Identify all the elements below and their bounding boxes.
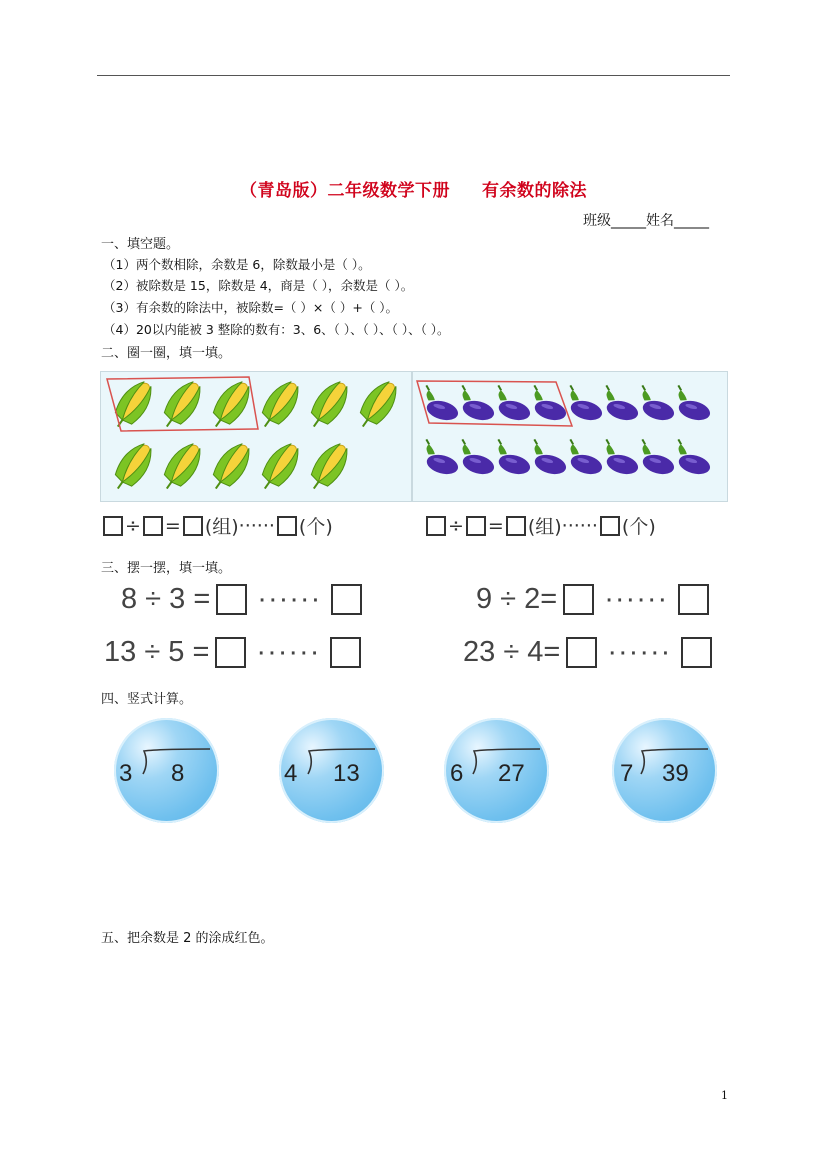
equation-text: 9 ÷ 2= xyxy=(476,583,558,615)
corn-icon xyxy=(303,377,354,434)
section1-heading: 一、填空题。 xyxy=(101,237,180,252)
equation-4 xyxy=(463,636,718,669)
eggplant-icon xyxy=(491,385,535,423)
corn-icon xyxy=(254,377,305,434)
title-part-1: （青岛版）二年级数学下册 xyxy=(240,181,450,201)
eggplant-formula xyxy=(424,512,656,539)
remainder-box[interactable] xyxy=(331,584,362,615)
eggplant-icon xyxy=(419,439,463,477)
answer-box[interactable] xyxy=(600,516,620,536)
eggplant-icon xyxy=(563,439,607,477)
corn-icon xyxy=(254,439,305,496)
remainder-dots: ······ xyxy=(604,583,669,615)
eggplant-icon xyxy=(455,439,499,477)
title-part-2: 有余数的除法 xyxy=(482,181,587,201)
section4-heading: 四、竖式计算。 xyxy=(101,692,193,707)
eggplant-illustration xyxy=(413,372,727,501)
corn-icon xyxy=(156,377,207,434)
divide-sign: ÷ xyxy=(448,514,464,537)
division-bubble-2 xyxy=(279,718,384,823)
eggplant-icon xyxy=(635,385,679,423)
remainder-dots: ······ xyxy=(256,636,321,668)
eggplant-icon xyxy=(635,439,679,477)
answer-box[interactable] xyxy=(277,516,297,536)
division-bubble-4 xyxy=(612,718,717,823)
question-2: （2）被除数是 15，除数是 4，商是（ ），余数是（ ）。 xyxy=(103,278,414,293)
equation-text: 13 ÷ 5 = xyxy=(104,636,210,668)
page-number: 1 xyxy=(721,1089,728,1102)
corn-illustration xyxy=(101,372,411,501)
answer-box[interactable] xyxy=(466,516,486,536)
remainder-dots: ······ xyxy=(607,636,672,668)
remainder-dots: ······ xyxy=(257,583,322,615)
unit-items: (个) xyxy=(298,516,333,538)
remainder-dots: ······ xyxy=(238,514,275,537)
remainder-box[interactable] xyxy=(330,637,361,668)
question-4: （4）20以内能被 3 整除的数有：3、6、（ ）、（ ）、（ ）、（ ）。 xyxy=(103,322,450,337)
header-rule xyxy=(97,75,730,76)
equals-sign: = xyxy=(487,514,504,537)
divide-sign: ÷ xyxy=(125,514,141,537)
equation-text: 8 ÷ 3 = xyxy=(121,583,211,615)
equation-text: 23 ÷ 4= xyxy=(463,636,561,668)
corn-icon xyxy=(107,439,158,496)
remainder-dots: ······ xyxy=(561,514,598,537)
eggplant-icon xyxy=(455,385,499,423)
corn-icon xyxy=(303,439,354,496)
remainder-box[interactable] xyxy=(678,584,709,615)
quotient-box[interactable] xyxy=(216,584,247,615)
answer-box[interactable] xyxy=(183,516,203,536)
division-bubble-3 xyxy=(444,718,549,823)
corn-icon xyxy=(205,439,256,496)
eggplant-icon xyxy=(599,439,643,477)
answer-box[interactable] xyxy=(103,516,123,536)
dividend: 13 xyxy=(333,760,360,787)
unit-groups: (组) xyxy=(527,516,562,538)
divisor: 4 xyxy=(284,760,298,787)
remainder-box[interactable] xyxy=(681,637,712,668)
divisor: 7 xyxy=(620,760,634,787)
corn-icon xyxy=(107,377,158,434)
answer-box[interactable] xyxy=(143,516,163,536)
eggplant-icon xyxy=(671,439,715,477)
corn-icon xyxy=(156,439,207,496)
question-3: （3）有余数的除法中，被除数=（ ）×（ ）+（ ）。 xyxy=(103,300,399,315)
answer-box[interactable] xyxy=(426,516,446,536)
class-name-line: 班级_____姓名_____ xyxy=(583,213,709,229)
corn-formula xyxy=(101,512,333,539)
section2-heading: 二、圈一圈，填一填。 xyxy=(101,346,232,361)
eggplant-icon xyxy=(419,385,463,423)
corn-icon xyxy=(352,377,403,434)
eggplant-icon xyxy=(671,385,715,423)
unit-items: (个) xyxy=(621,516,656,538)
quotient-box[interactable] xyxy=(215,637,246,668)
equation-3 xyxy=(104,636,367,669)
division-bubble-1 xyxy=(114,718,219,823)
equation-1 xyxy=(121,583,368,616)
corn-panel xyxy=(100,371,412,502)
eggplant-icon xyxy=(599,385,643,423)
equals-sign: = xyxy=(164,514,181,537)
dividend: 27 xyxy=(498,760,525,787)
quotient-box[interactable] xyxy=(563,584,594,615)
page-title xyxy=(0,176,827,201)
section5-heading: 五、把余数是 2 的涂成红色。 xyxy=(101,931,274,946)
equation-2 xyxy=(476,583,715,616)
corn-icon xyxy=(205,377,256,434)
divisor: 6 xyxy=(450,760,464,787)
dividend: 39 xyxy=(662,760,689,787)
eggplant-icon xyxy=(527,439,571,477)
question-1: （1）两个数相除，余数是 6，除数最小是（ ）。 xyxy=(103,257,371,272)
dividend: 8 xyxy=(171,760,185,787)
eggplant-icon xyxy=(491,439,535,477)
quotient-box[interactable] xyxy=(566,637,597,668)
section3-heading: 三、摆一摆，填一填。 xyxy=(101,561,232,576)
unit-groups: (组) xyxy=(204,516,239,538)
divisor: 3 xyxy=(119,760,133,787)
eggplant-panel xyxy=(412,371,728,502)
answer-box[interactable] xyxy=(506,516,526,536)
